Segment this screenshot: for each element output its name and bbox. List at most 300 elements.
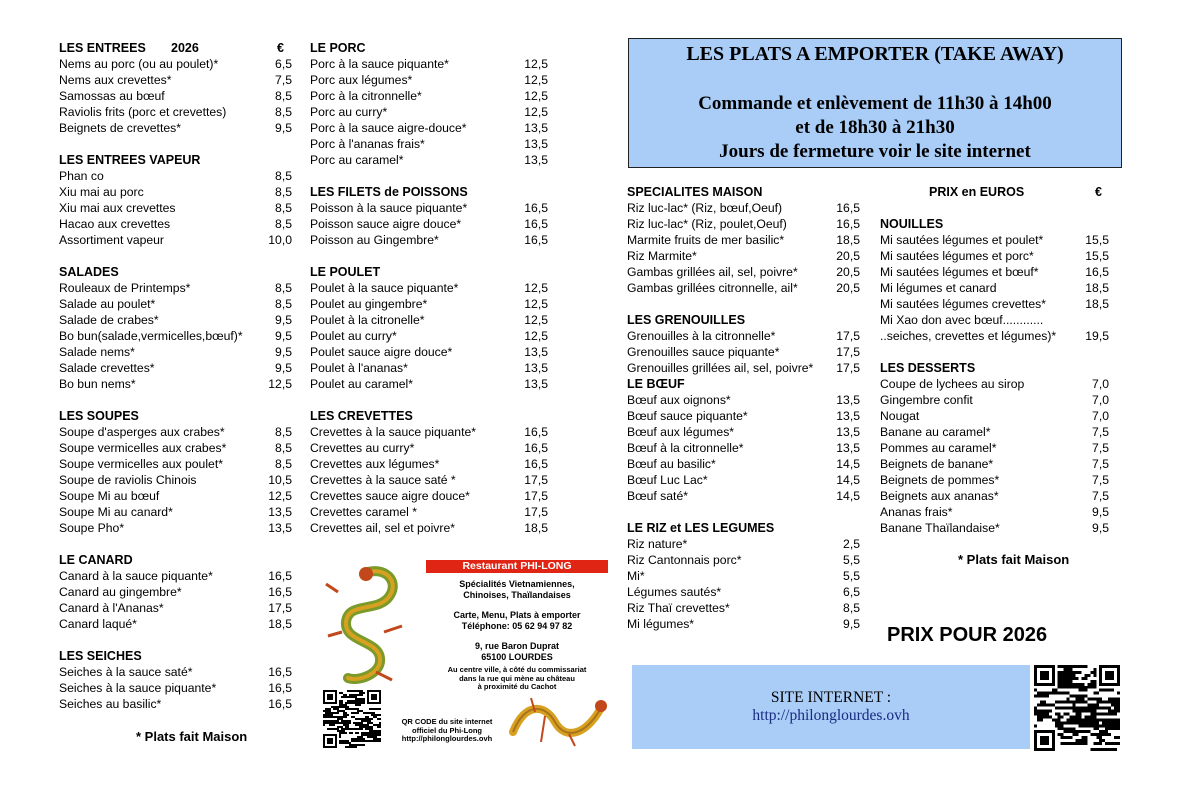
menu-item-name: Mi sautées légumes et porc* [880,249,1034,263]
menu-item [880,376,1115,392]
menu-item [59,216,299,232]
menu-item-price: 13,5 [836,409,860,423]
restaurant-street: 9, rue Baron Duprat [474,641,559,651]
menu-item-price: 13,5 [524,153,548,167]
menu-item [310,232,555,248]
menu-item [59,168,299,184]
menu-item-price: 8,5 [843,601,860,615]
menu-column-1 [59,40,299,712]
poissons-list [310,200,555,248]
qr-caption: QR CODE du site internet officiel du Phi-Long http://philonglourdes.ovh [401,717,493,743]
menu-item [627,472,867,488]
menu-item-name: Xiu mai au porc [59,185,144,199]
menu-item [627,328,867,344]
restaurant-services: Carte, Menu, Plats à emporter [453,610,581,620]
banner-hours-1: Commande et enlèvement de 11h30 à 14h00 [698,93,1052,114]
menu-item [59,328,299,344]
menu-item [627,232,867,248]
menu-item-name: Riz Cantonnais porc* [627,553,742,567]
menu-item [59,104,299,120]
menu-item-name: Grenouilles grillées ail, sel, poivre* [627,361,814,375]
menu-item-price: 8,5 [275,201,292,215]
menu-item-price: 8,5 [275,217,292,231]
menu-item-name: Soupe de raviolis Chinois [59,473,197,487]
menu-item-name: Beignets de banane* [880,457,994,471]
poulet-header: LE POULET [310,265,381,279]
menu-item [310,104,555,120]
banner-closing: Jours de fermeture voir le site internet [719,141,1031,162]
menu-item [59,664,299,680]
menu-item-price: 6,5 [275,57,292,71]
menu-item-name: Riz Marmite* [627,249,697,263]
menu-item-name: Riz luc-lac* (Riz, poulet,Oeuf) [627,217,787,231]
menu-item-name: Marmite fruits de mer basilic* [627,233,785,247]
menu-item-name: Soupe vermicelles aux poulet* [59,457,223,471]
homemade-note-right: * Plats fait Maison [958,552,1070,567]
menu-item-price: 14,5 [836,473,860,487]
menu-item-price: 16,5 [524,217,548,231]
menu-item [627,552,867,568]
menu-item [310,56,555,72]
homemade-note-left: * Plats fait Maison [136,729,248,744]
nouilles-header: NOUILLES [880,217,944,231]
menu-item-price: 20,5 [836,249,860,263]
restaurant-location-2: dans la rue qui mène au château [459,673,575,683]
menu-item-price: 7,0 [1092,409,1109,423]
menu-item [59,600,299,616]
porc-header: LE PORC [310,41,366,55]
menu-item-price: 9,5 [275,361,292,375]
menu-item-price: 17,5 [268,601,292,615]
menu-item [59,488,299,504]
menu-item-price: 12,5 [524,329,548,343]
menu-item-price: 8,5 [275,457,292,471]
menu-item-name: Soupe Mi au canard* [59,505,173,519]
menu-item [880,504,1115,520]
menu-item [310,472,555,488]
menu-item-price: 9,5 [275,345,292,359]
menu-item-price: 16,5 [836,217,860,231]
menu-item-name: Poulet au gingembre* [310,297,428,311]
menu-item [310,456,555,472]
menu-item-name: Seiches à la sauce piquante* [59,681,217,695]
menu-item-name: Soupe d'asperges aux crabes* [59,425,225,439]
website-url[interactable]: http://philonglourdes.ovh [752,707,910,724]
menu-item-price: 17,5 [524,505,548,519]
menu-item-price: 15,5 [1085,233,1109,247]
menu-item-name: Hacao aux crevettes [59,217,171,231]
menu-item-name: Beignets de pommes* [880,473,1000,487]
menu-item [627,392,867,408]
menu-item-name: Porc à l'ananas frais* [310,137,425,151]
banner-hours-2: et de 18h30 à 21h30 [795,117,955,138]
menu-item-name: Soupe Pho* [59,521,125,535]
menu-item-name: Bœuf Luc Lac* [627,473,708,487]
menu-item [880,408,1115,424]
restaurant-location-3: à proximité du Cachot [477,682,557,691]
menu-item-name: Mi sautées légumes et bœuf* [880,265,1039,279]
menu-item-name: Crevettes à la sauce piquante* [310,425,476,439]
menu-item-name: Seiches à la sauce saté* [59,665,193,679]
riz-list [627,536,867,632]
menu-item [59,440,299,456]
menu-item [310,72,555,88]
menu-item-name: Coupe de lychees au sirop [880,377,1025,391]
menu-item-price: 5,5 [843,553,860,567]
menu-item-name: Bo bun nems* [59,377,136,391]
prix-pour-title: PRIX POUR 2026 [887,624,1048,646]
menu-item [59,200,299,216]
menu-item [59,376,299,392]
menu-item-name: Raviolis frits (porc et crevettes) [59,105,227,119]
menu-item [627,616,867,632]
menu-item-name: Poulet à la citronelle* [310,313,425,327]
specialites-header: SPECIALITES MAISON [627,185,763,199]
menu-item-name: Bœuf à la citronnelle* [627,441,744,455]
menu-item [310,216,555,232]
menu-item-name: Phan co [59,169,104,183]
menu-item [627,584,867,600]
menu-item [880,328,1115,344]
menu-item-price: 8,5 [275,425,292,439]
menu-item-name: Nougat [880,409,920,423]
menu-item-price: 7,5 [1092,489,1109,503]
menu-item [310,200,555,216]
menu-item-price: 17,5 [524,473,548,487]
menu-item-name: Crevettes ail, sel et poivre* [310,521,455,535]
menu-item-name: Poisson sauce aigre douce* [310,217,462,231]
menu-item-name: Bœuf saté* [627,489,688,503]
menu-item-name: Mi légumes* [627,617,695,631]
menu-item [59,616,299,632]
menu-item-price: 16,5 [524,441,548,455]
menu-item-name: Crevettes à la sauce saté * [310,473,456,487]
menu-item-price: 13,5 [524,377,548,391]
entrees-list [59,56,299,136]
menu-item [627,440,867,456]
specialites-list [627,200,867,296]
menu-item [59,88,299,104]
menu-item-name: Mi légumes et canard [880,281,997,295]
menu-item [310,120,555,136]
menu-item-price: 7,5 [1092,425,1109,439]
restaurant-info [412,560,622,692]
menu-item [627,408,867,424]
restaurant-specialties-2: Chinoises, Thaïlandaises [463,590,571,600]
menu-item-name: Soupe vermicelles aux crabes* [59,441,227,455]
menu-item [59,344,299,360]
menu-item-price: 9,5 [275,313,292,327]
dragon-illustration-right [505,692,610,750]
menu-item-name: Ananas frais* [880,505,953,519]
menu-item-name: Porc au caramel* [310,153,404,167]
menu-item-price: 16,5 [524,233,548,247]
vapeur-header: LES ENTREES VAPEUR [59,153,201,167]
menu-item-name: Mi* [627,569,645,583]
restaurant-city: 65100 LOURDES [481,652,553,662]
menu-item [880,440,1115,456]
menu-item [627,360,867,376]
menu-item-name: Mi sautées légumes crevettes* [880,297,1046,311]
menu-item [627,568,867,584]
porc-list [310,56,555,168]
menu-item-price: 16,5 [268,585,292,599]
menu-item-name: Bo bun(salade,vermicelles,bœuf)* [59,329,243,343]
menu-item [59,472,299,488]
menu-column-4 [880,184,1115,536]
menu-item [310,136,555,152]
menu-item-price: 16,5 [524,201,548,215]
menu-item [59,360,299,376]
menu-item-name: Banane au caramel* [880,425,991,439]
menu-item [627,248,867,264]
menu-item-price: 7,0 [1092,393,1109,407]
salades-header: SALADES [59,265,119,279]
crevettes-list [310,424,555,536]
qr-code-left[interactable] [323,690,381,748]
menu-item [310,312,555,328]
menu-item [59,504,299,520]
menu-item [310,328,555,344]
menu-item-name: Poulet sauce aigre douce* [310,345,453,359]
canard-list [59,568,299,632]
menu-item [627,216,867,232]
menu-item-price: 14,5 [836,457,860,471]
menu-item-name: Poulet au caramel* [310,377,413,391]
menu-item [59,568,299,584]
restaurant-location-1: Au centre ville, à côté du commissariat [447,665,587,674]
menu-item [627,456,867,472]
menu-item [59,72,299,88]
entrees-header: LES ENTREES 2026 € [59,41,284,55]
menu-item [59,232,299,248]
menu-item-name: Porc au curry* [310,105,388,119]
menu-item [59,296,299,312]
menu-item-price: 16,5 [524,457,548,471]
menu-item [59,424,299,440]
menu-item [310,280,555,296]
menu-item-name: Pommes au caramel* [880,441,997,455]
riz-header: LE RIZ et LES LEGUMES [627,521,775,535]
menu-item [59,312,299,328]
menu-item-name: Bœuf sauce piquante* [627,409,748,423]
menu-item [627,424,867,440]
take-away-banner [628,38,1122,168]
menu-item [310,504,555,520]
menu-item-price: 8,5 [275,441,292,455]
vapeur-list [59,168,299,248]
menu-item-name: Crevettes au curry* [310,441,415,455]
menu-item [880,248,1115,264]
menu-column-3 [627,184,867,632]
menu-item-name: ..seiches, crevettes et légumes)* [880,329,1057,343]
menu-item-price: 17,5 [836,361,860,375]
menu-item-price: 12,5 [524,73,548,87]
menu-item-price: 9,5 [1092,521,1109,535]
qr-code-right[interactable] [1034,665,1120,751]
menu-item-name: Riz nature* [627,537,688,551]
menu-item-price: 13,5 [524,345,548,359]
menu-item-name: Canard au gingembre* [59,585,182,599]
menu-item-name: Soupe Mi au bœuf [59,489,160,503]
menu-item-name: Banane Thaïlandaise* [880,521,1000,535]
menu-item-name: Gambas grillées ail, sel, poivre* [627,265,798,279]
prix-header: PRIX en EUROS € [929,185,1102,199]
menu-item-price: 16,5 [268,569,292,583]
menu-item [880,520,1115,536]
menu-item-price: 16,5 [268,681,292,695]
menu-item-price: 9,5 [1092,505,1109,519]
menu-item-name: Salade au poulet* [59,297,156,311]
menu-item-price: 14,5 [836,489,860,503]
menu-item-price: 13,5 [524,361,548,375]
menu-item-price: 8,5 [275,105,292,119]
menu-item-price: 17,5 [836,345,860,359]
menu-item-price: 7,5 [1092,473,1109,487]
menu-item-price: 8,5 [275,185,292,199]
menu-item-price: 7,5 [1092,457,1109,471]
menu-item-price: 7,0 [1092,377,1109,391]
menu-item-name: Mi sautées légumes et poulet* [880,233,1044,247]
menu-item-price: 13,5 [836,425,860,439]
menu-item-price: 13,5 [836,393,860,407]
menu-item-price: 16,5 [268,697,292,711]
menu-item-name: Canard laqué* [59,617,137,631]
menu-item-price: 8,5 [275,89,292,103]
poissons-header: LES FILETS de POISSONS [310,185,468,199]
menu-item [310,152,555,168]
menu-item-price: 9,5 [843,617,860,631]
boeuf-list [627,392,867,504]
menu-item-name: Porc à la sauce piquante* [310,57,449,71]
boeuf-header: LE BŒUF [627,377,685,391]
menu-item-name: Crevettes caramel * [310,505,418,519]
banner-title: LES PLATS A EMPORTER (TAKE AWAY) [686,43,1064,65]
menu-item [59,680,299,696]
menu-item-name: Mi Xao don avec bœuf............ [880,313,1044,327]
menu-item-price: 12,5 [524,281,548,295]
menu-item [627,600,867,616]
menu-item [880,264,1115,280]
menu-item-price: 15,5 [1085,249,1109,263]
menu-item-name: Salade crevettes* [59,361,155,375]
menu-item-price: 13,5 [836,441,860,455]
menu-item-name: Grenouilles à la citronnelle* [627,329,776,343]
menu-item-name: Seiches au basilic* [59,697,162,711]
menu-item-name: Porc à la sauce aigre-douce* [310,121,467,135]
menu-item [59,56,299,72]
menu-item-name: Canard à l'Ananas* [59,601,164,615]
menu-item-price: 8,5 [275,281,292,295]
seiches-list [59,664,299,712]
grenouilles-list [627,328,867,376]
menu-item [59,520,299,536]
menu-item-price: 5,5 [843,569,860,583]
menu-item [880,456,1115,472]
menu-item [880,424,1115,440]
menu-item [880,472,1115,488]
menu-item-name: Légumes sautés* [627,585,722,599]
menu-item-price: 20,5 [836,281,860,295]
restaurant-specialties-1: Spécialités Vietnamiennes, [459,579,575,589]
menu-item-name: Canard à la sauce piquante* [59,569,213,583]
menu-item [310,440,555,456]
menu-item-name: Bœuf aux légumes* [627,425,735,439]
menu-item [310,424,555,440]
menu-item-name: Crevettes aux légumes* [310,457,440,471]
menu-item-name: Poisson au Gingembre* [310,233,439,247]
menu-item-price: 7,5 [1092,441,1109,455]
menu-item-name: Riz Thaï crevettes* [627,601,730,615]
menu-item [59,280,299,296]
menu-item-price: 13,5 [268,521,292,535]
menu-item-price: 12,5 [524,313,548,327]
crevettes-header: LES CREVETTES [310,409,413,423]
menu-item [59,120,299,136]
menu-item-price: 9,5 [275,329,292,343]
soupes-header: LES SOUPES [59,409,139,423]
menu-item-name: Crevettes sauce aigre douce* [310,489,470,503]
grenouilles-header: LES GRENOUILLES [627,313,746,327]
menu-item [880,312,1115,328]
menu-item-price: 12,5 [268,377,292,391]
menu-item-name: Porc aux légumes* [310,73,413,87]
menu-item-price: 6,5 [843,585,860,599]
desserts-header: LES DESSERTS [880,361,976,375]
menu-item [880,232,1115,248]
menu-item-price: 16,5 [1085,265,1109,279]
menu-item [310,360,555,376]
menu-item-price: 18,5 [1085,281,1109,295]
menu-item-name: Gambas grillées citronnelle, ail* [627,281,798,295]
menu-item-price: 13,5 [524,121,548,135]
menu-item-name: Rouleaux de Printemps* [59,281,191,295]
menu-item-price: 18,5 [524,521,548,535]
menu-item-price: 8,5 [275,297,292,311]
menu-item-price: 10,5 [268,473,292,487]
menu-item-name: Riz luc-lac* (Riz, bœuf,Oeuf) [627,201,783,215]
canard-header: LE CANARD [59,553,133,567]
soupes-list [59,424,299,536]
menu-item-name: Bœuf au basilic* [627,457,716,471]
menu-item [59,584,299,600]
menu-item-name: Nems aux crevettes* [59,73,172,87]
menu-item [59,184,299,200]
menu-item-price: 17,5 [836,329,860,343]
menu-item [310,376,555,392]
menu-item-name: Porc à la citronnelle* [310,89,422,103]
menu-item-price: 13,5 [524,137,548,151]
menu-item-name: Poisson à la sauce piquante* [310,201,468,215]
menu-item [880,488,1115,504]
menu-item-name: Xiu mai aux crevettes [59,201,176,215]
seiches-header: LES SEICHES [59,649,142,663]
menu-item-name: Samossas au bœuf [59,89,165,103]
menu-item [59,696,299,712]
salades-list [59,280,299,392]
menu-column-2 [310,40,555,536]
menu-item-price: 9,5 [275,121,292,135]
menu-item [59,456,299,472]
menu-item-name: Salade de crabes* [59,313,159,327]
menu-item-price: 8,5 [275,169,292,183]
menu-item [310,488,555,504]
menu-item-price: 18,5 [836,233,860,247]
menu-item-price: 12,5 [524,89,548,103]
menu-item-price: 20,5 [836,265,860,279]
menu-item [627,200,867,216]
menu-item-price: 13,5 [268,505,292,519]
